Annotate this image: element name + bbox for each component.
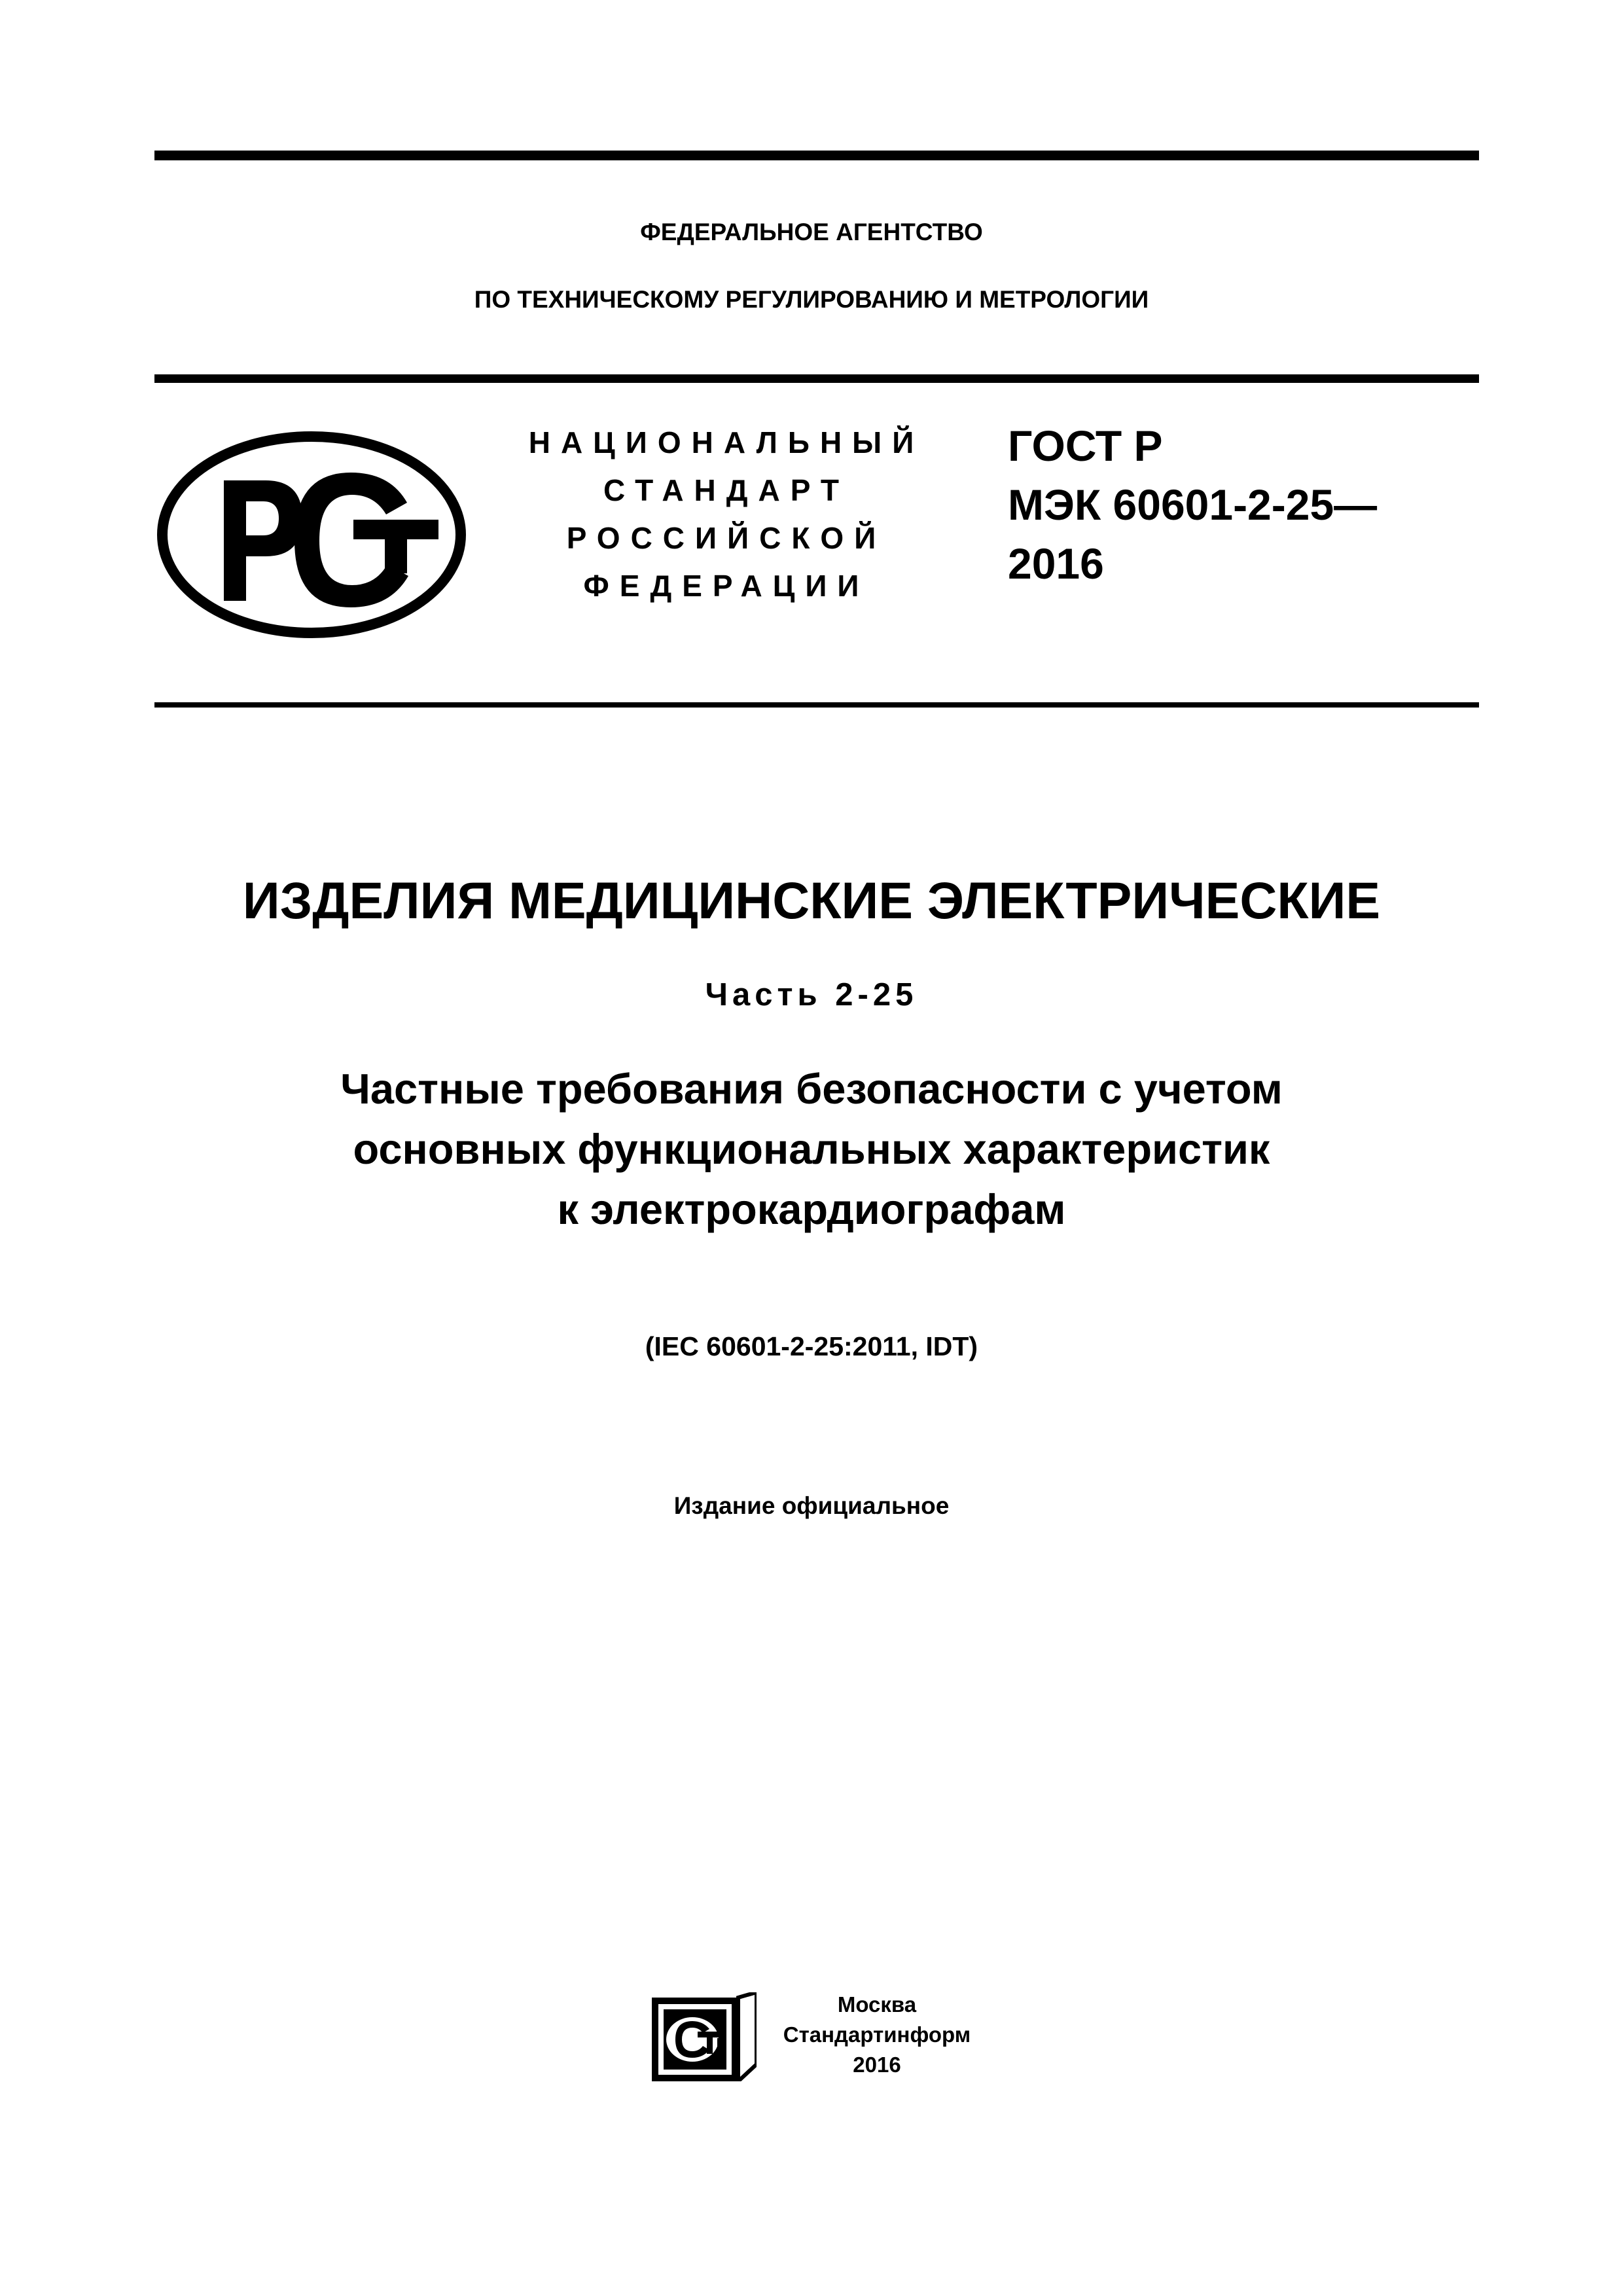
- middle-rule: [154, 374, 1479, 383]
- publisher-city: Москва: [837, 1992, 917, 2017]
- part-number: Часть 2-25: [705, 977, 918, 1013]
- agency-line-1: ФЕДЕРАЛЬНОЕ АГЕНТСТВО: [640, 219, 983, 245]
- national-standard-label: [497, 419, 955, 610]
- subtitle-line: к электрокардиографам: [557, 1185, 1066, 1233]
- national-line: НАЦИОНАЛЬНЫЙ: [528, 425, 925, 459]
- lower-rule: [154, 702, 1479, 708]
- document-subtitle: [0, 1059, 1623, 1240]
- iec-reference: (IEC 60601-2-25:2011, IDT): [645, 1331, 978, 1361]
- national-line: РОССИЙСКОЙ: [566, 521, 887, 555]
- publisher-block: [772, 1990, 982, 2080]
- gost-line: 2016: [1008, 539, 1104, 588]
- gost-line: МЭК 60601-2-25—: [1008, 480, 1378, 529]
- standartinform-logo-icon: [652, 1992, 757, 2081]
- rst-logo-icon: [154, 429, 469, 640]
- gost-line: ГОСТ Р: [1008, 422, 1163, 470]
- gost-designation: [1008, 416, 1479, 593]
- national-line: СТАНДАРТ: [603, 473, 849, 507]
- national-line: ФЕДЕРАЦИИ: [583, 569, 870, 603]
- agency-line-2: ПО ТЕХНИЧЕСКОМУ РЕГУЛИРОВАНИЮ И МЕТРОЛОГИИ: [474, 286, 1149, 313]
- subtitle-line: Частные требования безопасности с учетом: [340, 1065, 1283, 1113]
- subtitle-line: основных функциональных характеристик: [353, 1125, 1270, 1173]
- top-rule: [154, 151, 1479, 160]
- edition-label: Издание официальное: [673, 1492, 950, 1519]
- publisher-name: Стандартинформ: [783, 2022, 971, 2047]
- publisher-year: 2016: [853, 2053, 901, 2077]
- document-title: ИЗДЕЛИЯ МЕДИЦИНСКИЕ ЭЛЕКТРИЧЕСКИЕ: [242, 871, 1381, 929]
